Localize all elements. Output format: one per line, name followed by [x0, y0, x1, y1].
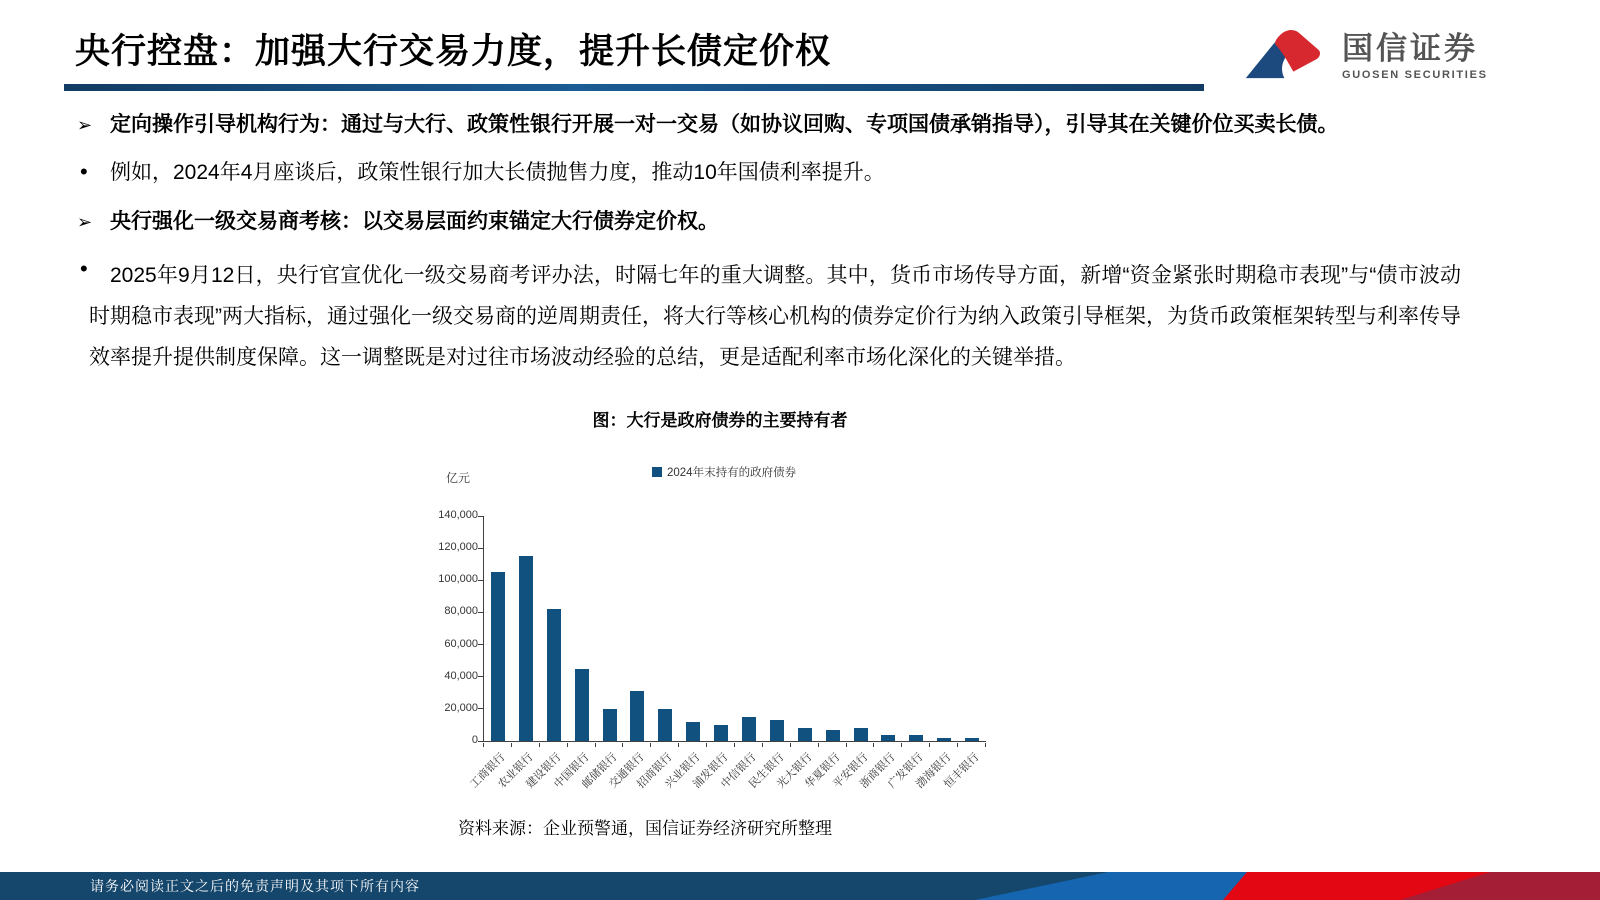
x-tick-label: 建设银行 [523, 751, 564, 791]
y-tick-mark [478, 580, 483, 581]
x-tick-mark [762, 743, 763, 747]
bar-中信银行 [742, 717, 756, 741]
x-tick-mark [595, 743, 596, 747]
logo-text [1342, 32, 1488, 81]
dot-bullet-icon: • [80, 159, 88, 184]
x-tick-label: 广发银行 [886, 751, 926, 791]
disclaimer-text: 请务必阅读正文之后的免责声明及其项下所有内容 [90, 878, 420, 894]
x-tick-label: 邮储银行 [579, 751, 620, 791]
y-tick-label: 120,000 [438, 541, 478, 554]
guosen-logo-icon [1240, 24, 1332, 88]
bar-恒丰银行 [965, 738, 979, 741]
footer [0, 872, 1600, 900]
bullet-1-text: 定向操作引导机构行为：通过与大行、政策性银行开展一对一交易（如协议回购、专项国债承销指导），引导其在关键价位买卖长债。 [110, 113, 1339, 136]
x-tick-mark [901, 743, 902, 747]
bar-chart [430, 453, 1050, 813]
bullet-2-text: 例如，2024年4月座谈后，政策性银行加大长债抛售力度，推动10年国债利率提升。 [110, 161, 885, 184]
y-tick-mark [478, 516, 483, 517]
chart-legend [652, 464, 796, 480]
x-tick-mark [985, 743, 986, 747]
x-tick-label: 平安银行 [830, 751, 871, 791]
bullet-1 [75, 110, 1480, 140]
bullet-3-text: 央行强化一级交易商考核：以交易层面约束锚定大行债券定价权。 [110, 210, 719, 233]
y-tick-label: 20,000 [444, 701, 478, 714]
guosen-logo [1240, 24, 1488, 88]
x-tick-label: 民生银行 [746, 751, 787, 791]
y-tick-mark [478, 741, 483, 742]
bar-光大银行 [798, 728, 812, 741]
y-tick-mark [478, 676, 483, 677]
source-note: 资料来源：企业预警通，国信证券经济研究所整理 [458, 819, 832, 838]
x-tick-mark [846, 743, 847, 747]
bar-中国银行 [575, 669, 589, 741]
x-tick-label: 浦发银行 [691, 751, 731, 791]
x-tick-mark [678, 743, 679, 747]
logo-en-text: GUOSEN SECURITIES [1342, 68, 1488, 81]
x-tick-mark [873, 743, 874, 747]
x-tick-mark [650, 743, 651, 747]
y-tick-mark [478, 708, 483, 709]
x-tick-mark [567, 743, 568, 747]
bar-平安银行 [854, 728, 868, 741]
plot-area [483, 516, 986, 742]
legend-swatch [652, 467, 662, 477]
bullet-4-text: 2025年9月12日，央行官宣优化一级交易商考评办法，时隔七年的重大调整。其中，货币市场传导方面，新增“资金紧张时期稳市表现”与“债市波动时期稳市表现”两大指标，通过强化一级交易商的逆周期责任，将大行等核心机构的债券定价行为纳入政策引导框架，为货币政策框架转型与利率传导效率提升提供制度保障。这一调整既是对过往市场波动经验的总结，更是适配利率市场化深化的关键举措。 [89, 264, 1461, 369]
x-tick-label: 中信银行 [718, 751, 759, 791]
y-axis-unit-label: 亿元 [446, 471, 471, 485]
x-tick-label: 中国银行 [551, 751, 592, 791]
bar-民生银行 [770, 720, 784, 741]
x-tick-mark [818, 743, 819, 747]
x-tick-label: 兴业银行 [663, 751, 703, 791]
x-tick-label: 招商银行 [635, 751, 675, 791]
figure-title: 图：大行是政府债券的主要持有者 [592, 411, 848, 430]
y-tick-label: 140,000 [438, 509, 478, 521]
x-tick-mark [483, 743, 484, 747]
bar-交通银行 [630, 691, 644, 741]
x-tick-label: 光大银行 [774, 751, 815, 791]
x-tick-mark [790, 743, 791, 747]
arrow-bullet-icon: ➢ [77, 212, 93, 232]
y-tick-label: 100,000 [438, 573, 478, 586]
x-tick-mark [734, 743, 735, 747]
x-tick-label: 交通银行 [607, 751, 647, 791]
x-tick-label: 浙商银行 [858, 751, 898, 791]
bar-邮储银行 [603, 709, 617, 741]
arrow-bullet-icon: ➢ [77, 115, 93, 135]
x-tick-label: 渤海银行 [914, 751, 954, 791]
x-tick-mark [957, 743, 958, 747]
bar-建设银行 [547, 609, 561, 741]
page-title: 央行控盘：加强大行交易力度，提升长债定价权 [75, 32, 832, 71]
bar-工商银行 [491, 572, 505, 741]
x-tick-label: 农业银行 [495, 751, 536, 791]
x-tick-label: 恒丰银行 [942, 751, 982, 791]
bar-农业银行 [519, 556, 533, 741]
x-tick-label: 华夏银行 [802, 751, 843, 791]
bullet-2 [75, 158, 1480, 188]
x-tick-mark [511, 743, 512, 747]
bar-招商银行 [658, 709, 672, 741]
bar-华夏银行 [826, 730, 840, 741]
x-tick-mark [539, 743, 540, 747]
x-tick-mark [929, 743, 930, 747]
y-tick-label: 40,000 [444, 669, 478, 682]
bar-浦发银行 [714, 725, 728, 741]
y-tick-mark [478, 612, 483, 613]
bar-渤海银行 [937, 738, 951, 741]
x-tick-mark [706, 743, 707, 747]
legend-label: 2024年末持有的政府债券 [667, 467, 797, 479]
bar-浙商银行 [881, 735, 895, 741]
logo-cn-text: 国信证券 [1342, 30, 1478, 66]
y-tick-label: 0 [471, 734, 478, 746]
y-tick-mark [478, 548, 483, 549]
y-tick-mark [478, 644, 483, 645]
y-tick-label: 60,000 [444, 637, 478, 650]
bullet-3 [75, 207, 1480, 237]
bar-兴业银行 [686, 722, 700, 741]
y-tick-label: 80,000 [444, 605, 478, 618]
x-tick-label: 工商银行 [467, 751, 508, 791]
bullet-4 [75, 255, 1480, 378]
x-tick-mark [622, 743, 623, 747]
title-underline [64, 84, 1204, 91]
dot-bullet-icon: • [80, 256, 88, 281]
bar-广发银行 [909, 735, 923, 741]
